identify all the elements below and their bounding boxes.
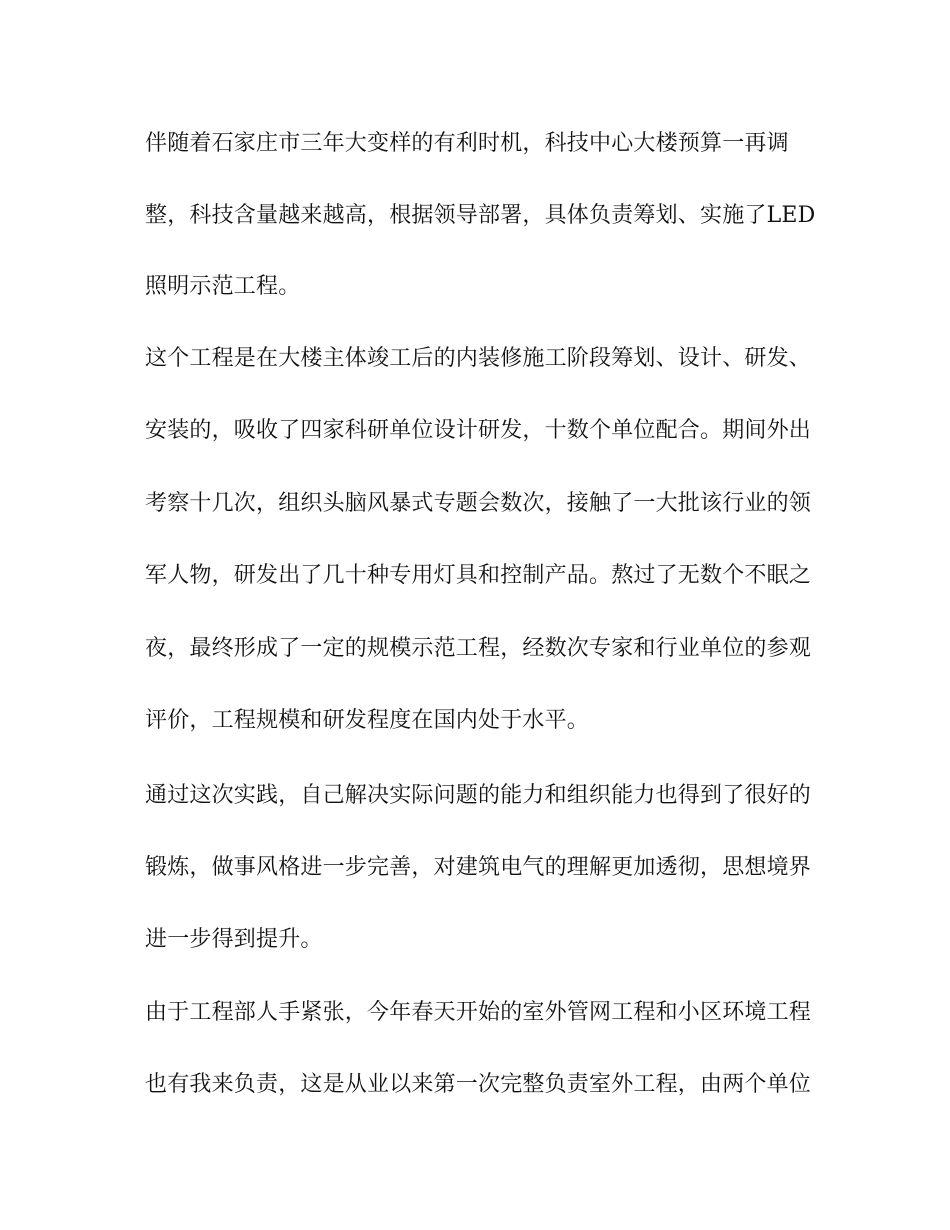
paragraph-2-line-5: 夜，最终形成了一定的规模示范工程，经数次专家和行业单位的参观 xyxy=(145,636,812,661)
paragraph-4-line-1: 由于工程部人手紧张，今年春天开始的室外管网工程和小区环境工程 xyxy=(145,1000,812,1025)
paragraph-3-line-1: 通过这次实践，自己解决实际问题的能力和组织能力也得到了很好的 xyxy=(145,783,812,808)
paragraph-2-line-4: 军人物，研发出了几十种专用灯具和控制产品。熬过了无数个不眠之 xyxy=(145,563,812,588)
paragraph-3-line-2: 锻炼，做事风格进一步完善，对建筑电气的理解更加透彻，思想境界 xyxy=(145,855,812,880)
paragraph-1-line-3: 照明示范工程。 xyxy=(145,274,301,299)
paragraph-4-line-2: 也有我来负责，这是从业以来第一次完整负责室外工程，由两个单位 xyxy=(145,1072,812,1097)
paragraph-1-line-1: 伴随着石家庄市三年大变样的有利时机，科技中心大楼预算一再调 xyxy=(145,131,789,156)
paragraph-2-line-6: 评价，工程规模和研发程度在国内处于水平。 xyxy=(145,708,590,733)
paragraph-2-line-1: 这个工程是在大楼主体竣工后的内装修施工阶段筹划、设计、研发、 xyxy=(145,346,812,371)
paragraph-2-line-3: 考察十几次，组织头脑风暴式专题会数次，接触了一大批该行业的领 xyxy=(145,491,812,516)
paragraph-1-line-2: 整，科技含量越来越高，根据领导部署，具体负责筹划、实施了LED xyxy=(145,203,816,228)
paragraph-2-line-2: 安装的，吸收了四家科研单位设计研发，十数个单位配合。期间外出 xyxy=(145,418,812,443)
paragraph-3-line-3: 进一步得到提升。 xyxy=(145,927,323,952)
